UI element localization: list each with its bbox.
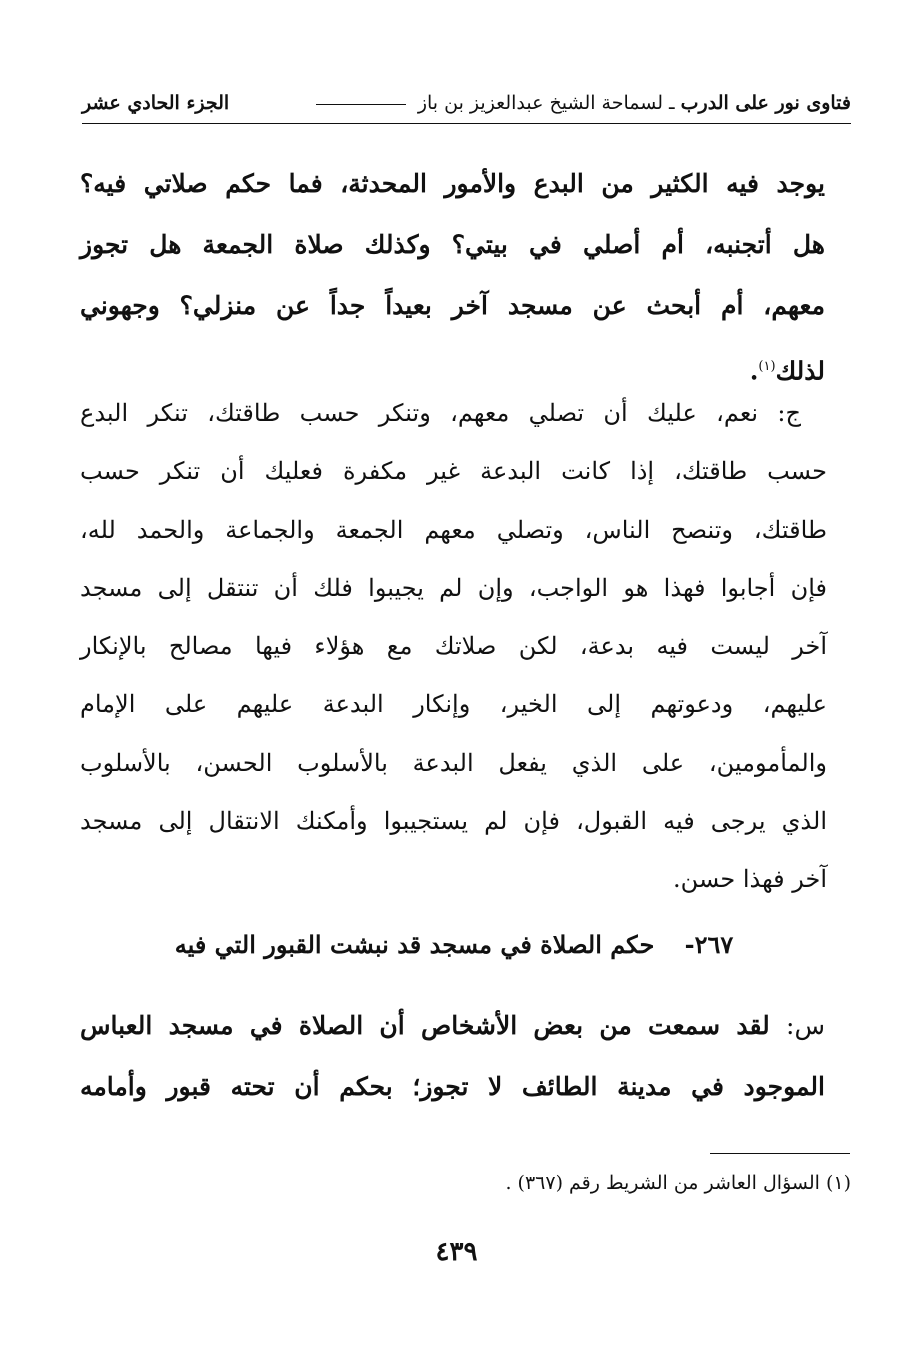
- question-1-line: معهم، أم أبحث عن مسجد آخر بعيداً جداً عن منزلي؟ وجهوني: [80, 291, 825, 320]
- question-1-line: يوجد فيه الكثير من البدع والأمور المحدثة، فما حكم صلاتي فيه؟: [80, 169, 825, 198]
- footnote-rule: [710, 1153, 850, 1154]
- question-1-line: لذلك: [775, 356, 825, 386]
- header-left-group: [310, 92, 851, 114]
- end-mark: .: [749, 356, 759, 386]
- footnote: (١) السؤال العاشر من الشريط رقم (٣٦٧) .: [505, 1172, 851, 1194]
- question-2-line: الموجود في مدينة الطائف لا تجوز؛ بحكم أن تحته قبور وأمامه: [80, 1072, 825, 1101]
- answer-line: حسب طاقتك، إذا كانت البدعة غير مكفرة فعليك أن تنكر حسب: [80, 457, 827, 486]
- book-title: فتاوى نور على الدرب: [680, 92, 851, 114]
- section-heading: [170, 930, 738, 959]
- question-1-line: هل أتجنبه، أم أصلي في بيتي؟ وكذلك صلاة الجمعة هل تجوز: [80, 230, 825, 259]
- answer-1: [80, 384, 827, 909]
- question-2-first-line: [80, 995, 825, 1056]
- author-name: لسماحة الشيخ عبدالعزيز بن باز: [417, 92, 663, 114]
- header-dash: ـ: [663, 92, 675, 114]
- section-number: ٢٦٧-: [684, 930, 734, 959]
- volume-label: الجزء الحادي عشر: [82, 92, 230, 114]
- answer-line: طاقتك، وتنصح الناس، وتصلي معهم الجمعة والجماعة والحمد لله،: [80, 515, 827, 544]
- footnote-marker[interactable]: (١): [758, 359, 776, 374]
- section-title: حكم الصلاة في مسجد قد نبشت القبور التي فيه: [174, 930, 655, 959]
- answer-line: الذي يرجى فيه القبول، فإن لم يستجيبوا وأمكنك الانتقال إلى مسجد: [80, 807, 827, 836]
- answer-line: آخر فهذا حسن.: [673, 865, 827, 894]
- header-rule: [82, 123, 851, 124]
- answer-line: عليهم، ودعوتهم إلى الخير، وإنكار البدعة عليهم على الإمام: [80, 690, 827, 719]
- question-1: [80, 153, 825, 401]
- answer-line: والمأمومين، على الذي يفعل البدعة بالأسلوب الحسن، بالأسلوب: [80, 748, 827, 777]
- question-2-line: لقد سمعت من بعض الأشخاص أن الصلاة في مسجد العباس: [80, 1011, 770, 1040]
- running-header: [82, 88, 851, 118]
- answer-line: فإن أجابوا فهذا هو الواجب، وإن لم يجيبوا فلك أن تنتقل إلى مسجد: [80, 573, 827, 602]
- header-separator-line: [316, 104, 406, 105]
- question-label: س:: [786, 1011, 825, 1040]
- page-number: ٤٣٩: [435, 1237, 478, 1267]
- answer-line: ج: نعم، عليك أن تصلي معهم، وتنكر حسب طاقتك، تنكر البدع: [80, 399, 801, 427]
- answer-line: آخر ليست فيه بدعة، لكن صلاتك مع هؤلاء فيها مصالح بالإنكار: [80, 632, 827, 661]
- question-2: [80, 995, 825, 1117]
